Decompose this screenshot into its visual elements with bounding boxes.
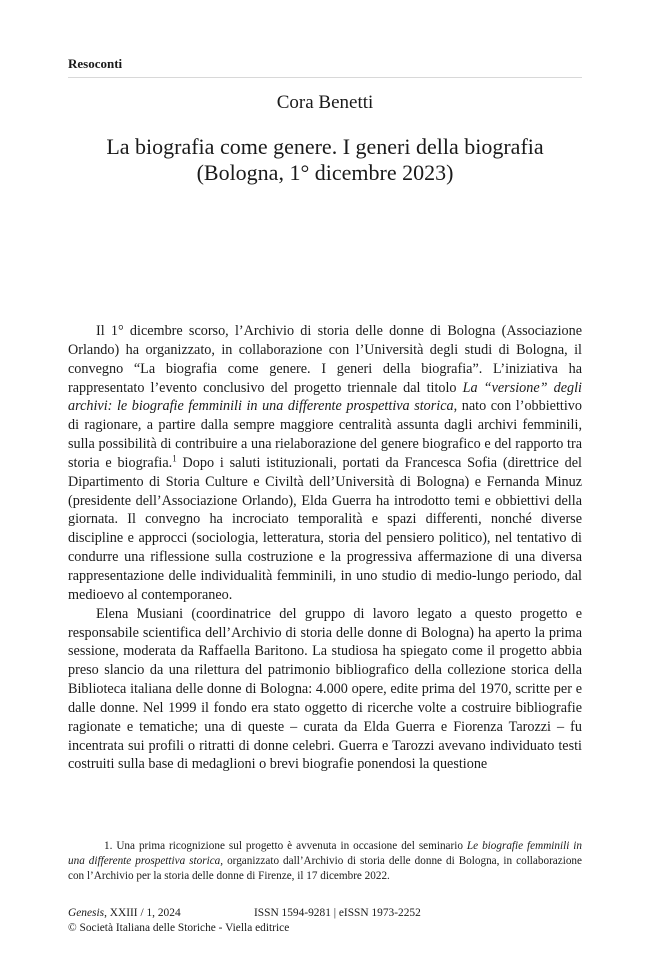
journal-name: Genesis [68, 907, 105, 919]
paragraph-1-text-a: Il 1° dicembre scorso, l’Archivio di storia delle donne di Bologna (Associazione Orlando) ha organizzato, in collaborazione con l’Università degli studi di Bologna, il convegno “La biografia come genere. I generi della biografia”. L’iniziativa ha rappresentato l’evento conclusivo del progetto triennale dal titolo [68, 323, 582, 396]
paragraph-1-text-b: , nato con l’obbiettivo di ragionare, a partire dalla sempre maggiore centralità assunta dagli archivi femminili, sulla possibilità di contribuire a una rielaborazione del genere biografico e del rapporto tra storia e biografia. [68, 398, 582, 471]
article-author: Cora Benetti [276, 92, 374, 113]
paragraph-1 [68, 322, 582, 605]
article-title-line-1: La biografia come genere. I generi della biografia [106, 134, 544, 159]
footnote-italic-title: Le biografie femminili in una differente prospettiva storica, [68, 840, 582, 867]
page-footer [68, 906, 582, 936]
article-title-line-2: (Bologna, 1° dicembre 2023) [196, 159, 454, 185]
article-title [68, 134, 582, 186]
header-rule [68, 77, 582, 78]
paragraph-2: Elena Musiani (coordinatrice del gruppo di lavoro legato a questo progetto e responsabile scientifica dell’Archivio di storia delle donne di Bologna) ha aperto la prima sessione, moderata da Raffaella Baritono. La studiosa ha spiegato come il progetto abbia preso slancio da una rilettura del patrimonio bibliografico della collezione storica della Biblioteca italiana delle donne di Bologna: 4.000 opere, edite prima del 1970, scritte per e dalle donne. Nel 1999 il fondo era stato oggetto di ricerche volte a costruire bibliografie ragionate e tematiche; una di queste – curata da Elda Guerra e Fiorenza Tarozzi – fu incentrata sui profili o ritratti di donne celebri. Guerra e Tarozzi avevano individuato testi costruiti sulla base di medaglioni o brevi biografie ponendosi la questione [68, 605, 582, 773]
issn-info: ISSN 1594-9281 | eISSN 1973-2252 [254, 907, 421, 919]
copyright-line: © Società Italiana delle Storiche - Viella editrice [68, 922, 290, 934]
section-label: Resoconti [68, 56, 123, 71]
footnote-text-b: organizzato dall’Archivio di storia delle donne di Bologna, in collaborazione con l’Archivio per la storia delle donne di Firenze, il 17 dicembre 2022. [68, 855, 582, 882]
footnote-1 [68, 839, 582, 884]
article-body [68, 322, 582, 774]
project-title-italic: La “versione” degli archivi: le biografie femminili in una differente prospettiva storica [68, 379, 582, 415]
paragraph-1-text-c: Dopo i saluti istituzionali, portati da Francesca Sofia (direttrice del Dipartimento di Storia Culture e Civiltà dell’Università di Bologna) e Fernanda Minuz (presidente dell’Associazione Orlando), Elda Guerra ha introdotto temi e obbiettivi della giornata. Il convegno ha incrociato temporalità e spazi differenti, nonché diverse discipline e approcci (sociologia, letteratura, storia del pensiero politico), nel tentativo di condurre una riflessione sulla costruzione e la progressiva affermazione di una diversa rappresentazione delle individualità femminili, in uno studio di medio-lungo periodo, dal medioevo al contemporaneo. [68, 454, 582, 603]
footnote-ref-1[interactable]: 1 [172, 453, 177, 464]
journal-issue: , XXIII / 1, 2024 [104, 907, 181, 919]
footnote-text-a: 1. Una prima ricognizione sul progetto è avvenuta in occasione del seminario [104, 840, 467, 852]
